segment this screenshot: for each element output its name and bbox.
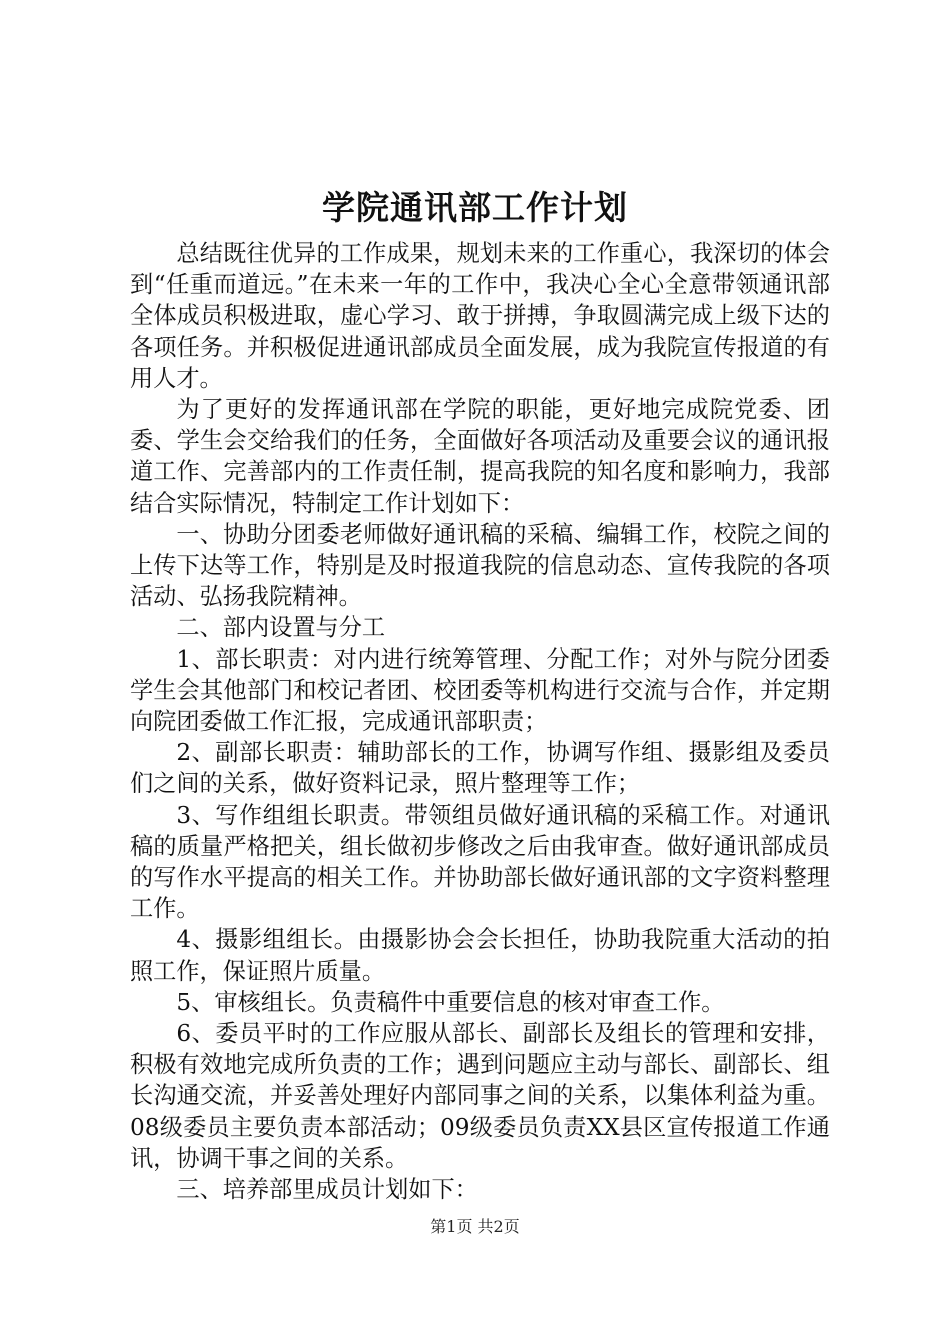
paragraph-minister-duties: 1、部长职责：对内进行统筹管理、分配工作；对外与院分团委学生会其他部门和校记者团、校团委等机构进行交流与合作，并定期向院团委做工作汇报，完成通讯部职责； xyxy=(130,645,830,736)
paragraph-photo-leader-duties: 4、摄影组组长。由摄影协会会长担任，协助我院重大活动的拍照工作，保证照片质量。 xyxy=(130,926,830,985)
page-total: 共2页 xyxy=(477,1217,520,1236)
document-title: 学院通讯部工作计划 xyxy=(322,188,628,227)
page-footer xyxy=(0,1216,950,1238)
page-number: 第1页 xyxy=(430,1217,473,1236)
paragraph-section-three-heading: 三、培养部里成员计划如下： xyxy=(176,1176,478,1204)
paragraph-writing-leader-duties: 3、写作组组长职责。带领组员做好通讯稿的采稿工作。对通讯稿的质量严格把关，组长做初步修改之后由我审查。做好通讯部成员的写作水平提高的相关工作。并协助部长做好通讯部的文字资料整理工作。 xyxy=(130,801,830,923)
paragraph-review-leader-duties: 5、审核组长。负责稿件中重要信息的核对审查工作。 xyxy=(176,988,725,1016)
paragraph-section-two-heading: 二、部内设置与分工 xyxy=(176,614,386,642)
paragraph-summary: 总结既往优异的工作成果，规划未来的工作重心，我深切的体会到“任重而道远。”在未来一年的工作中，我决心全心全意带领通讯部全体成员积极进取，虚心学习、敢于拼搏，争取圆满完成上级下达的各项任务。并积极促进通讯部成员全面发展，成为我院宣传报道的有用人才。 xyxy=(130,240,830,392)
paragraph-member-duties: 6、委员平时的工作应服从部长、副部长及组长的管理和安排，积极有效地完成所负责的工作；遇到问题应主动与部长、副部长、组长沟通交流，并妥善处理好内部同事之间的关系，以集体利益为重。08级委员主要负责本部活动；09级委员负责XX县区宣传报道工作通讯，协调干事之间的关系。 xyxy=(130,1020,830,1172)
document-body xyxy=(130,238,830,1205)
paragraph-deputy-duties: 2、副部长职责：辅助部长的工作，协调写作组、摄影组及委员们之间的关系，做好资料记录，照片整理等工作； xyxy=(130,739,830,798)
paragraph-purpose: 为了更好的发挥通讯部在学院的职能，更好地完成院党委、团委、学生会交给我们的任务，全面做好各项活动及重要会议的通讯报道工作、完善部内的工作责任制，提高我院的知名度和影响力，我部结合实际情况，特制定工作计划如下： xyxy=(130,396,830,517)
paragraph-item-one: 一、协助分团委老师做好通讯稿的采稿、编辑工作，校院之间的上传下达等工作，特别是及时报道我院的信息动态、宣传我院的各项活动、弘扬我院精神。 xyxy=(130,520,830,611)
